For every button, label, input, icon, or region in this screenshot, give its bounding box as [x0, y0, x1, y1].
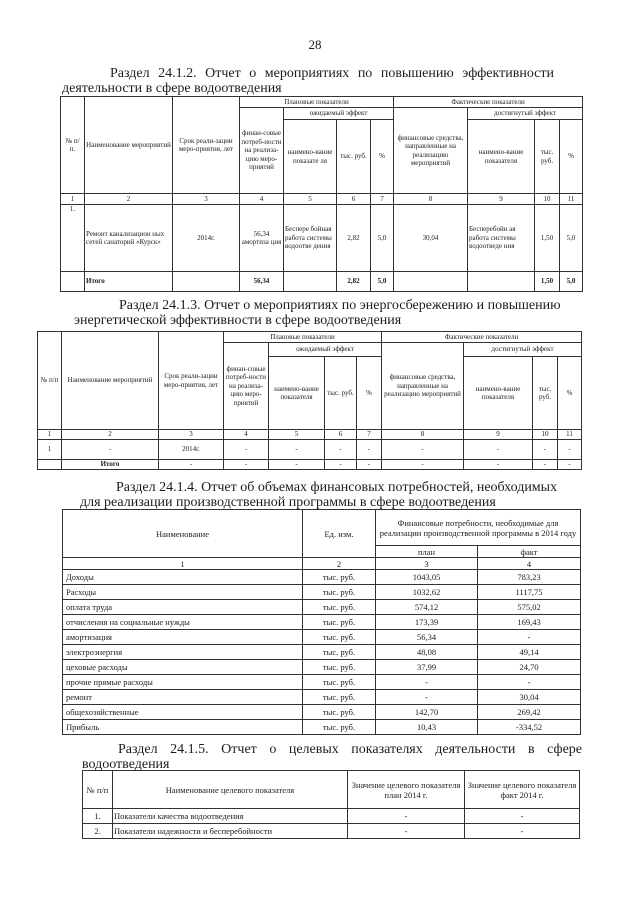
s4-row-unit: тыс. руб. — [303, 585, 376, 600]
s3-header-expected: ожидаемый эффект — [269, 343, 382, 357]
s2-header-name: Наименование мероприятий — [85, 97, 173, 194]
section-2412-heading-line2: деятельности в сфере водоотведения — [62, 81, 282, 96]
s3-row-no: 1 — [38, 440, 62, 460]
section-2415-heading-line1: Раздел 24.1.5. Отчет о целевых показателях деятельности в сфере — [118, 742, 582, 757]
s2-header-ind-name-fact: наимено-вание показателя — [468, 120, 535, 194]
s3-total-dash: - — [224, 460, 269, 470]
s4-row-fact: 1117,75 — [478, 585, 581, 600]
s4-row-name: амортизация — [63, 630, 303, 645]
s4-row-fact: - — [478, 630, 581, 645]
s2-row-fin-fact: 30,04 — [394, 205, 468, 272]
s4-row-plan: 10,43 — [376, 720, 478, 735]
s2-header-pct-plan: % — [371, 120, 394, 194]
s3-row-ind-plan: - — [269, 440, 325, 460]
s4-row-plan: - — [376, 690, 478, 705]
s3-row-fin-fact: - — [382, 440, 464, 460]
s4-row-plan: 1043,05 — [376, 570, 478, 585]
s5-header-name: Наименование целевого показателя — [113, 771, 348, 809]
s2-row-name: Ремонт канализацион ных сетей санаторий «Курск» — [85, 205, 173, 272]
section-2415-heading-line2: водоотведения — [82, 757, 170, 772]
s2-header-rub-plan: тыс. руб. — [337, 120, 371, 194]
s4-row-unit: тыс. руб. — [303, 615, 376, 630]
s4-row-name: Доходы — [63, 570, 303, 585]
s5-row-name: Показатели надежности и бесперебойности — [113, 824, 348, 839]
s2-header-fact: Фактические показатели — [394, 97, 583, 108]
table-row — [83, 809, 580, 824]
table-row — [63, 645, 581, 660]
s2-total-pct-fact: 5,0 — [560, 272, 583, 292]
s2-row-fin-plan: 56,34 амортиза ция — [240, 205, 284, 272]
s4-row-unit: тыс. руб. — [303, 705, 376, 720]
section-2412-heading-line1: Раздел 24.1.2. Отчет о мероприятиях по повышению эффективности — [110, 66, 554, 81]
s3-total-dash: - — [464, 460, 533, 470]
s4-row-unit: тыс. руб. — [303, 720, 376, 735]
s4-row-plan: 56,34 — [376, 630, 478, 645]
s4-header-unit: Ед. изм. — [303, 510, 376, 558]
s3-row-fin-plan: - — [224, 440, 269, 460]
table-row — [63, 690, 581, 705]
s4-row-plan: 37,99 — [376, 660, 478, 675]
s4-row-fact: 269,42 — [478, 705, 581, 720]
section-2413-table — [37, 331, 582, 470]
s4-row-name: отчисления на социальные нужды — [63, 615, 303, 630]
s2-colnum: 10 — [535, 194, 560, 205]
s2-colnum: 1 — [61, 194, 85, 205]
s3-total-dash: - — [533, 460, 558, 470]
table-row — [63, 585, 581, 600]
s2-header-no: № п/ п. — [61, 97, 85, 194]
s3-row-pct-plan: - — [357, 440, 382, 460]
s5-header-plan: Значение целевого показателя план 2014 г. — [348, 771, 465, 809]
table-row — [63, 615, 581, 630]
s4-row-unit: тыс. руб. — [303, 690, 376, 705]
s4-row-fact: 49,14 — [478, 645, 581, 660]
s3-row-pct-fact: - — [558, 440, 582, 460]
s4-row-plan: - — [376, 675, 478, 690]
s2-header-expected: ожидаемый эффект — [284, 108, 394, 120]
s2-total-label: Итого — [85, 272, 173, 292]
s4-row-fact: - — [478, 675, 581, 690]
s3-colnum: 8 — [382, 430, 464, 440]
s3-colnum: 7 — [357, 430, 382, 440]
section-2412-heading — [62, 66, 554, 96]
s3-colnum: 4 — [224, 430, 269, 440]
s3-header-fact: Фактические показатели — [382, 332, 582, 343]
section-2414-table — [62, 509, 581, 735]
s5-row-name: Показатели качества водоотведения — [113, 809, 348, 824]
s4-row-plan: 173,39 — [376, 615, 478, 630]
s2-total-fin-plan: 56,34 — [240, 272, 284, 292]
s3-header-term: Срок реали-зации меро-приятия, лет — [159, 332, 224, 430]
s4-row-plan: 1032,62 — [376, 585, 478, 600]
s4-header-plan: план — [376, 546, 478, 558]
s3-header-pct-fact: % — [558, 357, 582, 430]
table-row — [63, 600, 581, 615]
s4-header-name: Наименование — [63, 510, 303, 558]
s3-total-dash: - — [558, 460, 582, 470]
s3-header-ind-name-plan: наимено-вание показателя — [269, 357, 325, 430]
s4-row-unit: тыс. руб. — [303, 600, 376, 615]
s4-row-fact: 30,04 — [478, 690, 581, 705]
s3-colnum: 10 — [533, 430, 558, 440]
s4-colnum: 1 — [63, 558, 303, 570]
section-2412-table — [60, 96, 583, 292]
table-row — [63, 675, 581, 690]
s4-row-unit: тыс. руб. — [303, 630, 376, 645]
s5-row-plan: - — [348, 809, 465, 824]
s3-header-achieved: достигнутый эффект — [464, 343, 582, 357]
table-row — [63, 660, 581, 675]
s2-header-achieved: достигнутый эффект — [468, 108, 583, 120]
s3-header-rub-fact: тыс. руб. — [533, 357, 558, 430]
s2-row-no: 1. — [61, 205, 85, 272]
s4-row-name: общехозяйственные — [63, 705, 303, 720]
s4-row-fact: 575,02 — [478, 600, 581, 615]
s3-header-plan: Плановые показатели — [224, 332, 382, 343]
s3-row-rub-plan: - — [325, 440, 357, 460]
s4-row-unit: тыс. руб. — [303, 660, 376, 675]
table-row — [83, 824, 580, 839]
s4-header-fact: факт — [478, 546, 581, 558]
s3-colnum: 6 — [325, 430, 357, 440]
s3-total-label: Итого — [62, 460, 159, 470]
section-2413-heading-line2: энергетической эффективности в сфере водоотведения — [74, 313, 402, 328]
s3-header-fin-plan: финан-совые потреб-ности на реализа-цию меро-приятий — [224, 343, 269, 430]
s4-row-plan: 142,70 — [376, 705, 478, 720]
section-2414-heading-line2: для реализации производственной программы в сфере водоотведения — [80, 495, 496, 510]
s2-row-rub-fact: 1,50 — [535, 205, 560, 272]
s2-colnum: 7 — [371, 194, 394, 205]
s3-colnum: 2 — [62, 430, 159, 440]
s5-row-no: 1. — [83, 809, 113, 824]
s5-row-plan: - — [348, 824, 465, 839]
s3-header-fin-fact: финансовые средства, направленные на реализацию мероприятий — [382, 343, 464, 430]
s2-row-pct-fact: 5,0 — [560, 205, 583, 272]
s3-total-dash: - — [382, 460, 464, 470]
s2-header-pct-fact: % — [560, 120, 583, 194]
section-2413-heading-line1: Раздел 24.1.3. Отчет о мероприятиях по энергосбережению и повышению — [119, 298, 561, 313]
s3-total-dash: - — [269, 460, 325, 470]
s2-row-pct-plan: 5,0 — [371, 205, 394, 272]
s3-header-pct-plan: % — [357, 357, 382, 430]
s4-row-name: электроэнергия — [63, 645, 303, 660]
s2-row-term: 2014г. — [173, 205, 240, 272]
s2-row-rub-plan: 2,82 — [337, 205, 371, 272]
s3-colnum: 5 — [269, 430, 325, 440]
s4-row-name: ремонт — [63, 690, 303, 705]
s4-header-fin: Финансовые потребности, необходимые для реализации производственной программы в 2014 году — [376, 510, 581, 546]
s2-colnum: 9 — [468, 194, 535, 205]
section-2414-heading-line1: Раздел 24.1.4. Отчет об объемах финансовых потребностей, необходимых — [116, 480, 558, 495]
s2-colnum: 11 — [560, 194, 583, 205]
s2-colnum: 8 — [394, 194, 468, 205]
s3-total-dash: - — [325, 460, 357, 470]
s4-row-unit: тыс. руб. — [303, 675, 376, 690]
s5-row-no: 2. — [83, 824, 113, 839]
s4-row-name: Прибыль — [63, 720, 303, 735]
s4-row-unit: тыс. руб. — [303, 570, 376, 585]
table-row — [63, 705, 581, 720]
s2-header-rub-fact: тыс. руб. — [535, 120, 560, 194]
s3-colnum: 1 — [38, 430, 62, 440]
s4-colnum: 3 — [376, 558, 478, 570]
s4-row-fact: -334,52 — [478, 720, 581, 735]
s3-row-ind-fact: - — [464, 440, 533, 460]
s5-row-fact: - — [465, 824, 580, 839]
s4-row-plan: 48,08 — [376, 645, 478, 660]
s2-total-rub-plan: 2,82 — [337, 272, 371, 292]
s2-total-pct-plan: 5,0 — [371, 272, 394, 292]
section-2415-heading — [82, 742, 582, 772]
s2-header-term: Срок реали-зации меро-приятия, лет — [173, 97, 240, 194]
s2-total-rub-fact: 1,50 — [535, 272, 560, 292]
s4-row-name: прочие прямые расходы — [63, 675, 303, 690]
s3-total-dash: - — [357, 460, 382, 470]
s3-header-ind-name-fact: наимено-вание показателя — [464, 357, 533, 430]
table-row — [63, 630, 581, 645]
s3-row-name: - — [62, 440, 159, 460]
s5-row-fact: - — [465, 809, 580, 824]
s2-header-fin-plan: финан-совые потреб-ности на реализа-цию меро-приятий — [240, 108, 284, 194]
s3-header-name: Наименование мероприятий — [62, 332, 159, 430]
s2-header-plan: Плановые показатели — [240, 97, 394, 108]
s4-row-name: Расходы — [63, 585, 303, 600]
s4-row-unit: тыс. руб. — [303, 645, 376, 660]
s2-colnum: 6 — [337, 194, 371, 205]
s2-colnum: 2 — [85, 194, 173, 205]
s3-colnum: 9 — [464, 430, 533, 440]
s2-header-ind-name-plan: наимено-вание показате ля — [284, 120, 337, 194]
s3-header-no: № п/п — [38, 332, 62, 430]
s4-colnum: 4 — [478, 558, 581, 570]
s3-total-dash: - — [159, 460, 224, 470]
table-row — [63, 720, 581, 735]
s3-colnum: 11 — [558, 430, 582, 440]
s4-row-fact: 169,43 — [478, 615, 581, 630]
s2-row-ind-plan: Беспере бойная работа системы водоотве дения — [284, 205, 337, 272]
page-number: 28 — [308, 37, 322, 52]
s4-row-plan: 574,12 — [376, 600, 478, 615]
s2-colnum: 4 — [240, 194, 284, 205]
section-2414-heading — [80, 480, 580, 510]
s4-colnum: 2 — [303, 558, 376, 570]
s4-row-name: цеховые расходы — [63, 660, 303, 675]
s3-colnum: 3 — [159, 430, 224, 440]
s5-header-no: № п/п — [83, 771, 113, 809]
s3-header-rub-plan: тыс. руб. — [325, 357, 357, 430]
s4-row-fact: 24,70 — [478, 660, 581, 675]
s5-header-fact: Значение целевого показателя факт 2014 г. — [465, 771, 580, 809]
s2-header-fin-fact: финансовые средства, направленные на реализацию мероприятий — [394, 108, 468, 194]
s3-row-rub-fact: - — [533, 440, 558, 460]
s2-row-ind-fact: Бесперебойн ая работа системы водоотведе ния — [468, 205, 535, 272]
s2-colnum: 5 — [284, 194, 337, 205]
s4-row-fact: 783,23 — [478, 570, 581, 585]
table-row — [63, 570, 581, 585]
section-2413-heading — [74, 298, 574, 328]
s2-colnum: 3 — [173, 194, 240, 205]
s4-row-name: оплата труда — [63, 600, 303, 615]
section-2415-table — [82, 770, 580, 839]
s3-row-term: 2014г. — [159, 440, 224, 460]
